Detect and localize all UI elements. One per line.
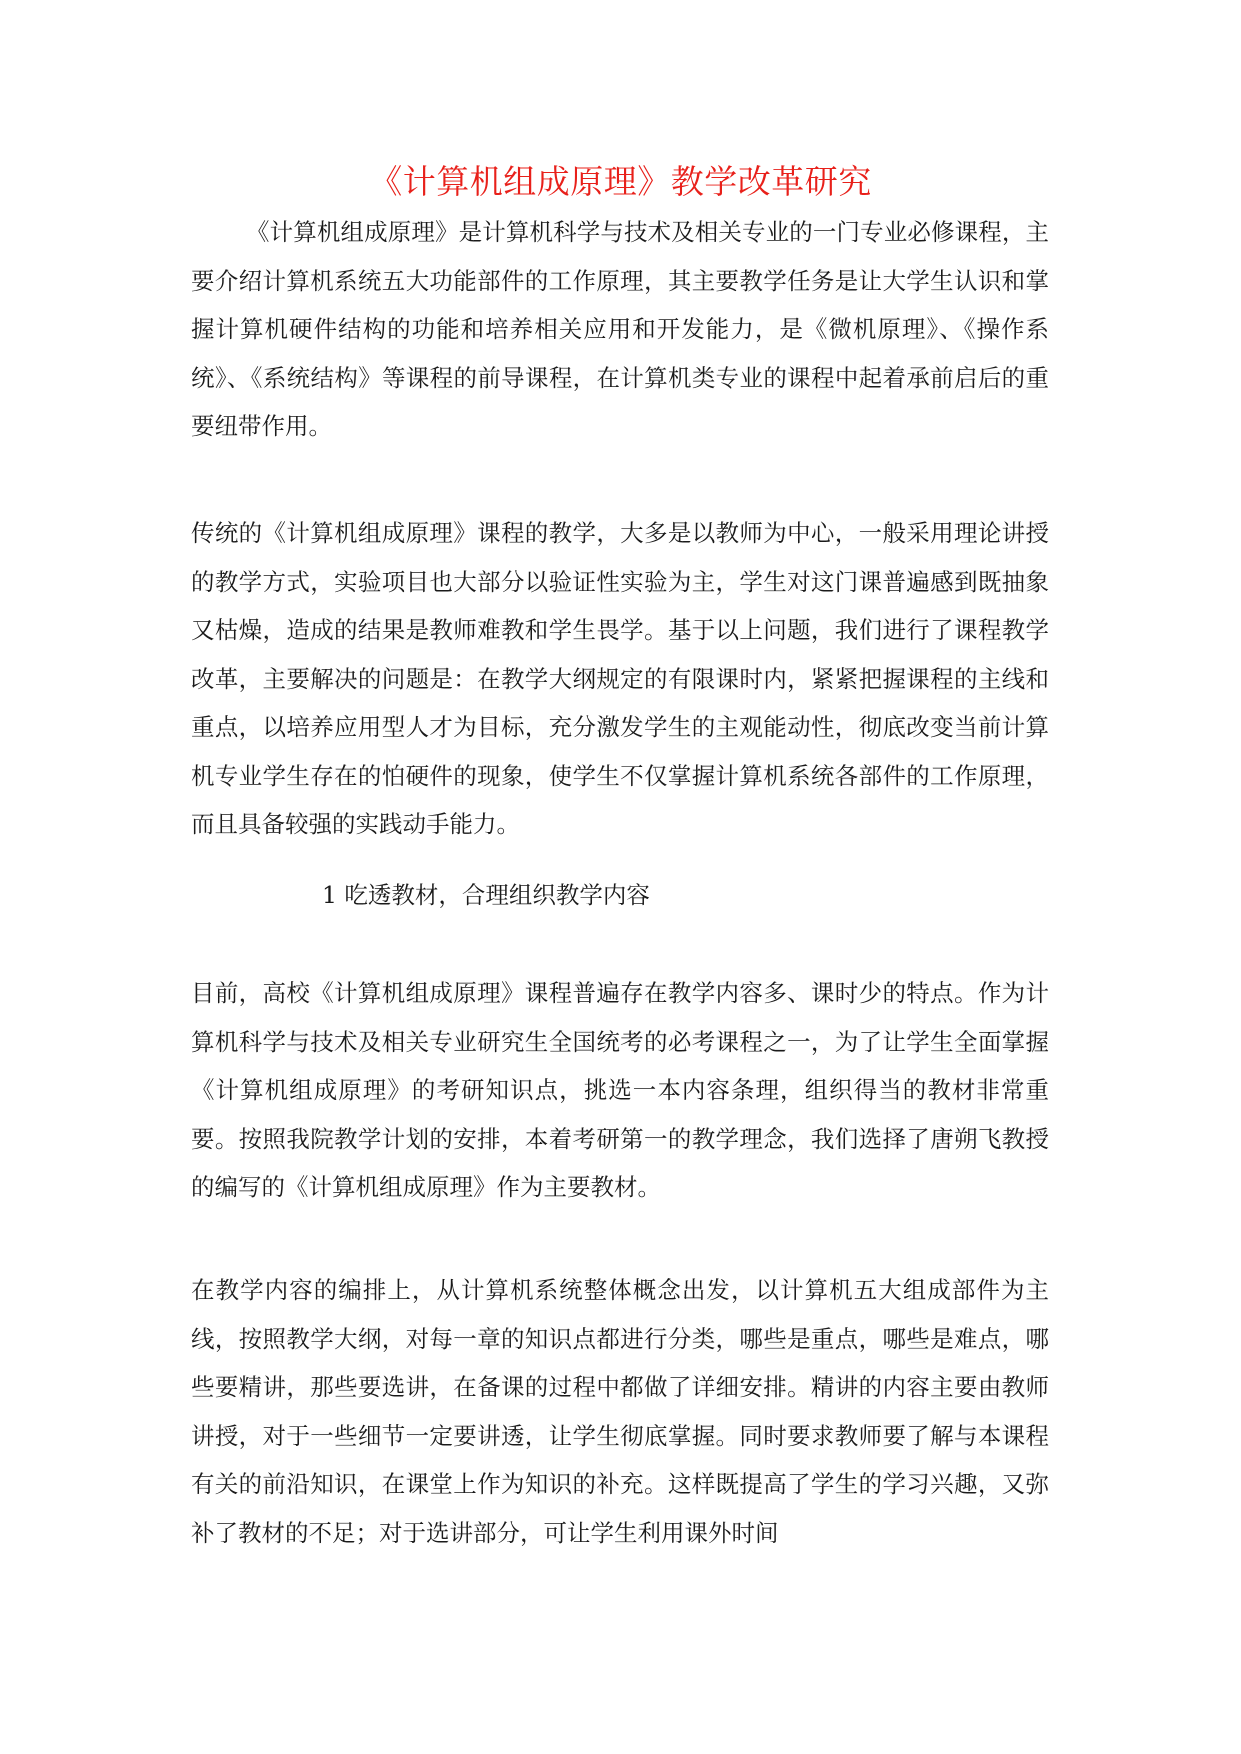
paragraph-traditional-teaching: 传统的《计算机组成原理》课程的教学，大多是以教师为中心，一般采用理论讲授的教学方式，实验项目也大部分以验证性实验为主，学生对这门课普遍感到既抽象又枯燥，造成的结果是教师难教和学生畏学。基于以上问题，我们进行了课程教学改革，主要解决的问题是：在教学大纲规定的有限课时内，紧紧把握课程的主线和重点，以培养应用型人才为目标，充分激发学生的主观能动性，彻底改变当前计算机专业学生存在的怕硬件的现象，使学生不仅掌握计算机系统各部件的工作原理，而且具备较强的实践动手能力。 (191, 519, 1049, 838)
section-heading-1: 1 吃透教材，合理组织教学内容 (322, 881, 650, 909)
paragraph-current-situation: 目前，高校《计算机组成原理》课程普遍存在教学内容多、课时少的特点。作为计算机科学与技术及相关专业研究生全国统考的必考课程之一，为了让学生全面掌握《计算机组成原理》的考研知识点，挑选一本内容条理，组织得当的教材非常重要。按照我院教学计划的安排，本着考研第一的教学理念，我们选择了唐朔飞教授的编写的《计算机组成原理》作为主要教材。 (191, 979, 1049, 1201)
document-title: 《计算机组成原理》教学改革研究 (369, 162, 872, 201)
paragraph-content-arrangement: 在教学内容的编排上，从计算机系统整体概念出发，以计算机五大组成部件为主线，按照教学大纲，对每一章的知识点都进行分类，哪些是重点，哪些是难点，哪些要精讲，那些要选讲，在备课的过程中都做了详细安排。精讲的内容主要由教师讲授，对于一些细节一定要讲透，让学生彻底掌握。同时要求教师要了解与本课程有关的前沿知识，在课堂上作为知识的补充。这样既提高了学生的学习兴趣，又弥补了教材的不足；对于选讲部分，可让学生利用课外时间 (191, 1276, 1049, 1547)
paragraph-intro: 《计算机组成原理》是计算机科学与技术及相关专业的一门专业必修课程，主要介绍计算机系统五大功能部件的工作原理，其主要教学任务是让大学生认识和掌握计算机硬件结构的功能和培养相关应用和开发能力，是《微机原理》、《操作系统》、《系统结构》等课程的前导课程，在计算机类专业的课程中起着承前启后的重要纽带作用。 (191, 218, 1049, 440)
